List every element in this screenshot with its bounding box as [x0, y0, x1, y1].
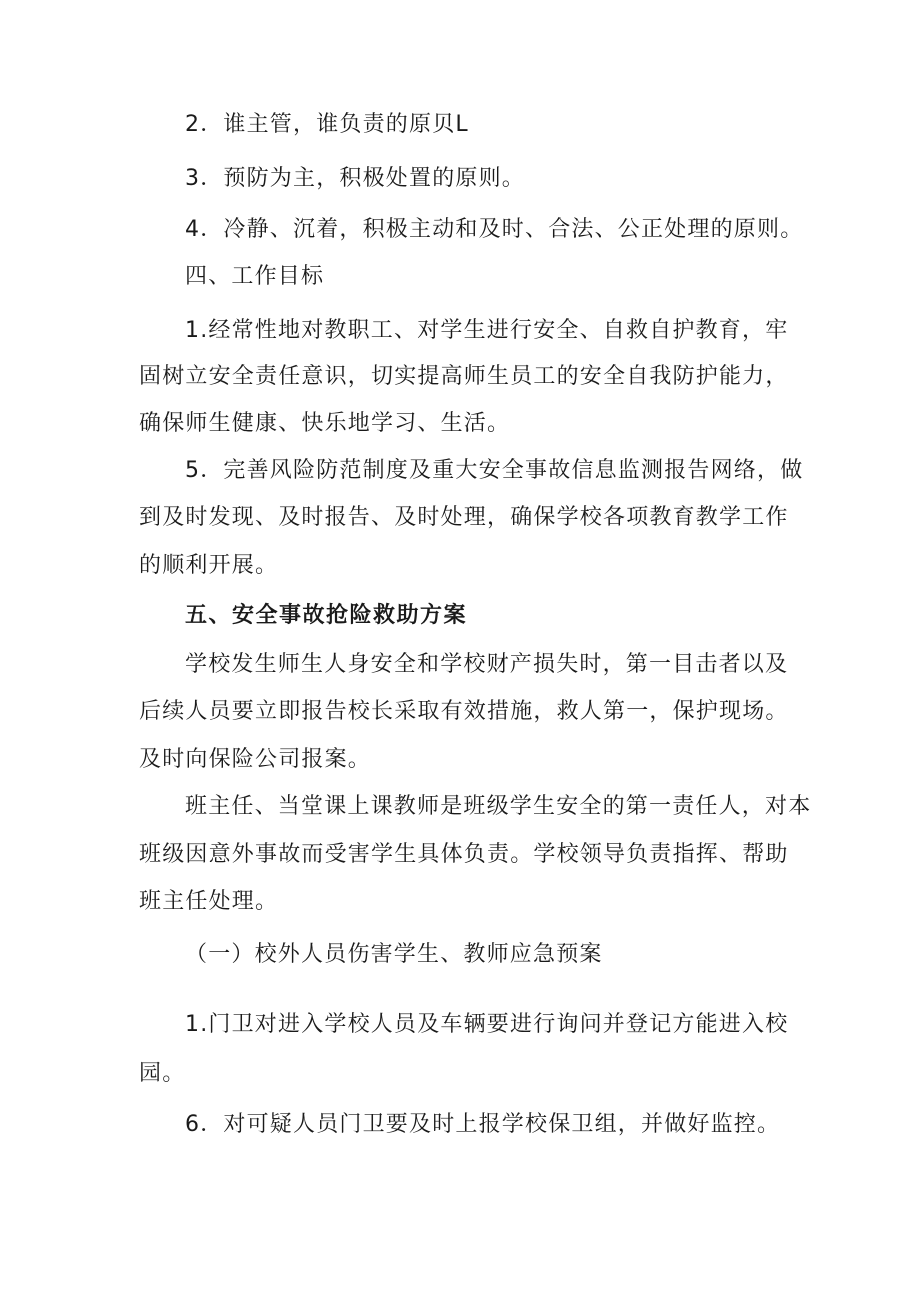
subsection-1-item-1-line-2: 园。	[139, 1061, 186, 1086]
goal-1-line-3: 确保师生健康、快乐地学习、生活。	[139, 411, 511, 436]
goal-1-line-2: 固树立安全责任意识，切实提高师生员工的安全自我防护能力，	[139, 364, 789, 389]
section-4-heading: 四、工作目标	[185, 264, 325, 289]
section-5-para-2-line-3: 班主任处理。	[139, 889, 279, 914]
subsection-1-item-1-line-1: 1.门卫对进入学校人员及车辆要进行询问并登记方能进入校	[185, 1012, 789, 1037]
section-5-para-1-line-2: 后续人员要立即报告校长采取有效措施，救人第一，保护现场。	[139, 699, 789, 724]
section-5-para-1-line-3: 及时向保险公司报案。	[139, 747, 372, 772]
principle-item-2: 2．谁主管，谁负责的原贝L	[185, 112, 469, 137]
goal-5-line-3: 的顺利开展。	[139, 553, 279, 578]
goal-5-line-2: 到及时发现、及时报告、及时处理，确保学校各项教育教学工作	[139, 505, 789, 530]
goal-1-line-1: 1.经常性地对教职工、对学生进行安全、自救自护教育，牢	[185, 318, 789, 343]
subsection-1-item-6: 6．对可疑人员门卫要及时上报学校保卫组，并做好监控。	[185, 1112, 781, 1137]
section-5-heading: 五、安全事故抢险救助方案	[185, 603, 468, 628]
section-5-para-2-line-1: 班主任、当堂课上课教师是班级学生安全的第一责任人，对本	[185, 794, 812, 819]
section-5-para-2-line-2: 班级因意外事故而受害学生具体负责。学校领导负责指挥、帮助	[139, 842, 789, 867]
principle-item-3: 3．预防为主，积极处置的原则。	[185, 166, 525, 191]
subsection-1-heading: （一）校外人员伤害学生、教师应急预案	[185, 942, 603, 967]
section-5-para-1-line-1: 学校发生师生人身安全和学校财产损失时，第一目击者以及	[185, 652, 789, 677]
goal-5-line-1: 5．完善风险防范制度及重大安全事故信息监测报告网络，做	[185, 458, 804, 483]
principle-item-4: 4．冷静、沉着，积极主动和及时、合法、公正处理的原则。	[185, 217, 804, 242]
